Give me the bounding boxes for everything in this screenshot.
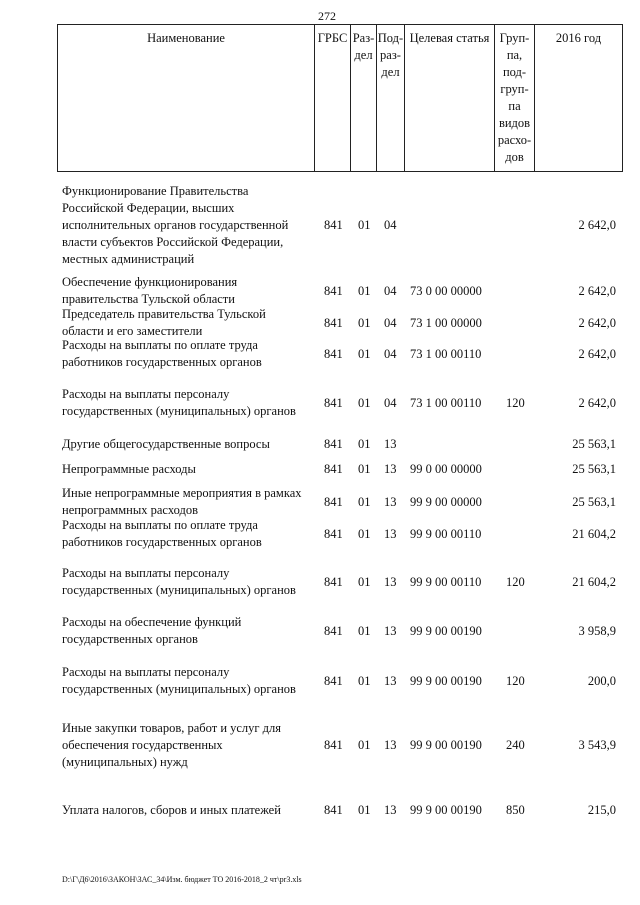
header-grbs-label: ГРБС xyxy=(317,31,348,45)
row-target: 99 9 00 00190 xyxy=(410,623,482,638)
row-amount: 25 563,1 xyxy=(572,436,616,451)
row-target: 73 1 00 00110 xyxy=(410,346,482,361)
row-vid: 850 xyxy=(506,802,525,817)
page-number: 272 xyxy=(318,9,336,23)
header-vid-line: расхо- xyxy=(497,133,532,147)
row-name xyxy=(62,565,312,599)
row-name-line: Расходы на выплаты персоналу xyxy=(62,566,230,580)
row-name xyxy=(62,183,312,268)
header-target xyxy=(404,25,494,171)
table-row xyxy=(0,183,640,268)
row-podrazdel: 13 xyxy=(384,494,397,509)
header-podrazdel-line: Под- xyxy=(377,31,404,45)
row-target: 73 0 00 00000 xyxy=(410,283,482,298)
row-podrazdel: 13 xyxy=(384,436,397,451)
row-amount: 25 563,1 xyxy=(572,494,616,509)
row-name-line: государственных (муниципальных) органов xyxy=(62,404,296,418)
row-name-line: Непрограммные расходы xyxy=(62,461,196,476)
header-razdel-line: Раз- xyxy=(352,31,375,45)
row-amount: 21 604,2 xyxy=(572,526,616,541)
row-vid: 120 xyxy=(506,395,525,410)
header-vid-line: дов xyxy=(505,150,524,164)
row-amount: 25 563,1 xyxy=(572,461,616,476)
row-name-line: Обеспечение функционирования xyxy=(62,275,238,289)
row-name-line: государственных (муниципальных) органов xyxy=(62,583,296,597)
header-grbs xyxy=(314,25,350,171)
header-vid xyxy=(494,25,534,171)
header-vid-line: видов xyxy=(498,116,531,130)
header-name-label: Наименование xyxy=(147,31,225,45)
row-name xyxy=(62,802,312,819)
row-target: 99 9 00 00190 xyxy=(410,802,482,817)
row-name-line: Расходы на выплаты по оплате труда xyxy=(62,338,258,352)
table-header xyxy=(57,24,623,172)
row-name xyxy=(62,461,312,478)
row-vid: 120 xyxy=(506,673,525,688)
row-grbs: 841 xyxy=(324,802,343,817)
table-row xyxy=(0,485,640,519)
header-vid-line: под- xyxy=(502,65,527,79)
table-row xyxy=(0,614,640,648)
row-grbs: 841 xyxy=(324,623,343,638)
row-podrazdel: 13 xyxy=(384,461,397,476)
table-row xyxy=(0,434,640,454)
header-year-label: 2016 год xyxy=(555,31,602,45)
row-grbs: 841 xyxy=(324,346,343,361)
row-name-line: обеспечения государственных xyxy=(62,737,223,752)
row-razdel: 01 xyxy=(358,283,371,298)
header-year xyxy=(534,25,622,171)
row-target: 99 0 00 00000 xyxy=(410,461,482,476)
header-podrazdel-line: раз- xyxy=(380,48,401,62)
row-amount: 3 543,9 xyxy=(578,737,616,752)
row-grbs: 841 xyxy=(324,526,343,541)
row-target: 99 9 00 00110 xyxy=(410,574,482,589)
row-target: 99 9 00 00110 xyxy=(410,526,482,541)
row-grbs: 841 xyxy=(324,737,343,752)
header-razdel-line: дел xyxy=(354,48,373,62)
row-name-line: Российской Федерации, высших xyxy=(62,201,235,215)
row-podrazdel: 13 xyxy=(384,623,397,638)
row-razdel: 01 xyxy=(358,623,371,638)
row-razdel: 01 xyxy=(358,395,371,410)
row-grbs: 841 xyxy=(324,218,343,232)
row-name-line: местных администраций xyxy=(62,252,195,266)
row-name-line: Уплата налогов, сборов и иных платежей xyxy=(62,802,281,817)
header-vid-line: груп- xyxy=(500,82,529,96)
table-row xyxy=(0,337,640,371)
row-grbs: 841 xyxy=(324,395,343,410)
row-name xyxy=(62,614,312,648)
row-target: 73 1 00 00000 xyxy=(410,315,482,330)
row-name-line: Расходы на обеспечение функций xyxy=(62,615,242,629)
row-name-line: Расходы на выплаты персоналу xyxy=(62,665,230,679)
row-name-line: Расходы на выплаты персоналу xyxy=(62,387,230,401)
row-name-line: Другие общегосударственные вопросы xyxy=(62,436,270,451)
row-name-line: Иные закупки товаров, работ и услуг для xyxy=(62,720,282,735)
row-grbs: 841 xyxy=(324,574,343,589)
row-target: 99 9 00 00000 xyxy=(410,494,482,509)
row-razdel: 01 xyxy=(358,315,371,330)
row-name xyxy=(62,337,312,371)
row-name-line: государственных органов xyxy=(62,632,198,646)
table-row xyxy=(0,719,640,771)
row-target: 99 9 00 00190 xyxy=(410,737,482,752)
table-row xyxy=(0,459,640,479)
header-podrazdel-line: дел xyxy=(381,65,400,79)
row-razdel: 01 xyxy=(358,673,371,688)
row-name-line: правительства Тульской области xyxy=(62,292,235,306)
row-razdel: 01 xyxy=(358,737,371,752)
header-name xyxy=(58,25,314,171)
table-row xyxy=(0,274,640,308)
row-name-line: области и его заместители xyxy=(62,324,203,338)
row-amount: 3 958,9 xyxy=(578,623,616,638)
table-row xyxy=(0,800,640,820)
row-name xyxy=(62,274,312,308)
row-name xyxy=(62,664,312,698)
file-path-footer: D:\Г\Д6\2016\ЗАКОН\ЗАС_34\Изм. бюджет ТО 2016-2018_2 чт\pr3.xls xyxy=(62,875,302,884)
table-row xyxy=(0,517,640,551)
table-row xyxy=(0,664,640,698)
row-name-line: (муниципальных) нужд xyxy=(62,754,188,769)
row-razdel: 01 xyxy=(358,461,371,476)
row-podrazdel: 13 xyxy=(384,574,397,589)
row-name-line: работников государственных органов xyxy=(62,355,262,369)
row-name xyxy=(62,386,312,420)
row-amount: 215,0 xyxy=(587,802,616,817)
row-target: 73 1 00 00110 xyxy=(410,395,482,410)
row-name xyxy=(62,485,312,519)
row-amount: 2 642,0 xyxy=(578,315,616,330)
row-razdel: 01 xyxy=(358,526,371,541)
row-razdel: 01 xyxy=(358,574,371,589)
row-podrazdel: 13 xyxy=(384,737,397,752)
row-podrazdel: 04 xyxy=(384,283,397,298)
header-target-label: Целевая статья xyxy=(409,31,490,45)
row-target: 99 9 00 00190 xyxy=(410,673,482,688)
row-name-line: Председатель правительства Тульской xyxy=(62,307,266,321)
header-vid-line: па xyxy=(508,99,521,113)
row-podrazdel: 04 xyxy=(384,218,397,232)
row-grbs: 841 xyxy=(324,673,343,688)
row-amount: 2 642,0 xyxy=(578,218,616,232)
row-podrazdel: 04 xyxy=(384,346,397,361)
row-name-line: Расходы на выплаты по оплате труда xyxy=(62,518,258,532)
row-amount: 21 604,2 xyxy=(572,574,616,589)
row-podrazdel: 04 xyxy=(384,315,397,330)
row-amount: 2 642,0 xyxy=(578,395,616,410)
row-grbs: 841 xyxy=(324,315,343,330)
row-razdel: 01 xyxy=(358,494,371,509)
row-name-line: работников государственных органов xyxy=(62,535,262,549)
header-podrazdel xyxy=(376,25,404,171)
row-name-line: исполнительных органов государственной xyxy=(62,218,289,232)
row-name xyxy=(62,436,312,453)
row-amount: 200,0 xyxy=(587,673,616,688)
row-vid: 240 xyxy=(506,737,525,752)
row-podrazdel: 13 xyxy=(384,673,397,688)
row-name-line: непрограммных расходов xyxy=(62,503,198,517)
row-grbs: 841 xyxy=(324,494,343,509)
row-grbs: 841 xyxy=(324,283,343,298)
row-name xyxy=(62,720,312,771)
header-razdel xyxy=(350,25,376,171)
row-name-line: государственных (муниципальных) органов xyxy=(62,682,296,696)
table-row xyxy=(0,565,640,599)
row-name-line: Функционирование Правительства xyxy=(62,184,249,198)
row-grbs: 841 xyxy=(324,436,343,451)
row-amount: 2 642,0 xyxy=(578,346,616,361)
table-row xyxy=(0,386,640,420)
row-name xyxy=(62,306,312,340)
row-name xyxy=(62,517,312,551)
row-name-line: власти субъектов Российской Федерации, xyxy=(62,235,284,249)
row-podrazdel: 13 xyxy=(384,802,397,817)
row-vid: 120 xyxy=(506,574,525,589)
header-vid-line: па, xyxy=(506,48,523,62)
table-row xyxy=(0,306,640,340)
row-name-line: Иные непрограммные мероприятия в рамках xyxy=(62,486,302,500)
row-podrazdel: 04 xyxy=(384,395,397,410)
row-razdel: 01 xyxy=(358,346,371,361)
row-razdel: 01 xyxy=(358,436,371,451)
row-amount: 2 642,0 xyxy=(578,283,616,298)
row-grbs: 841 xyxy=(324,461,343,476)
row-podrazdel: 13 xyxy=(384,526,397,541)
header-vid-line: Груп- xyxy=(499,31,530,45)
row-razdel: 01 xyxy=(358,218,371,232)
row-razdel: 01 xyxy=(358,802,371,817)
